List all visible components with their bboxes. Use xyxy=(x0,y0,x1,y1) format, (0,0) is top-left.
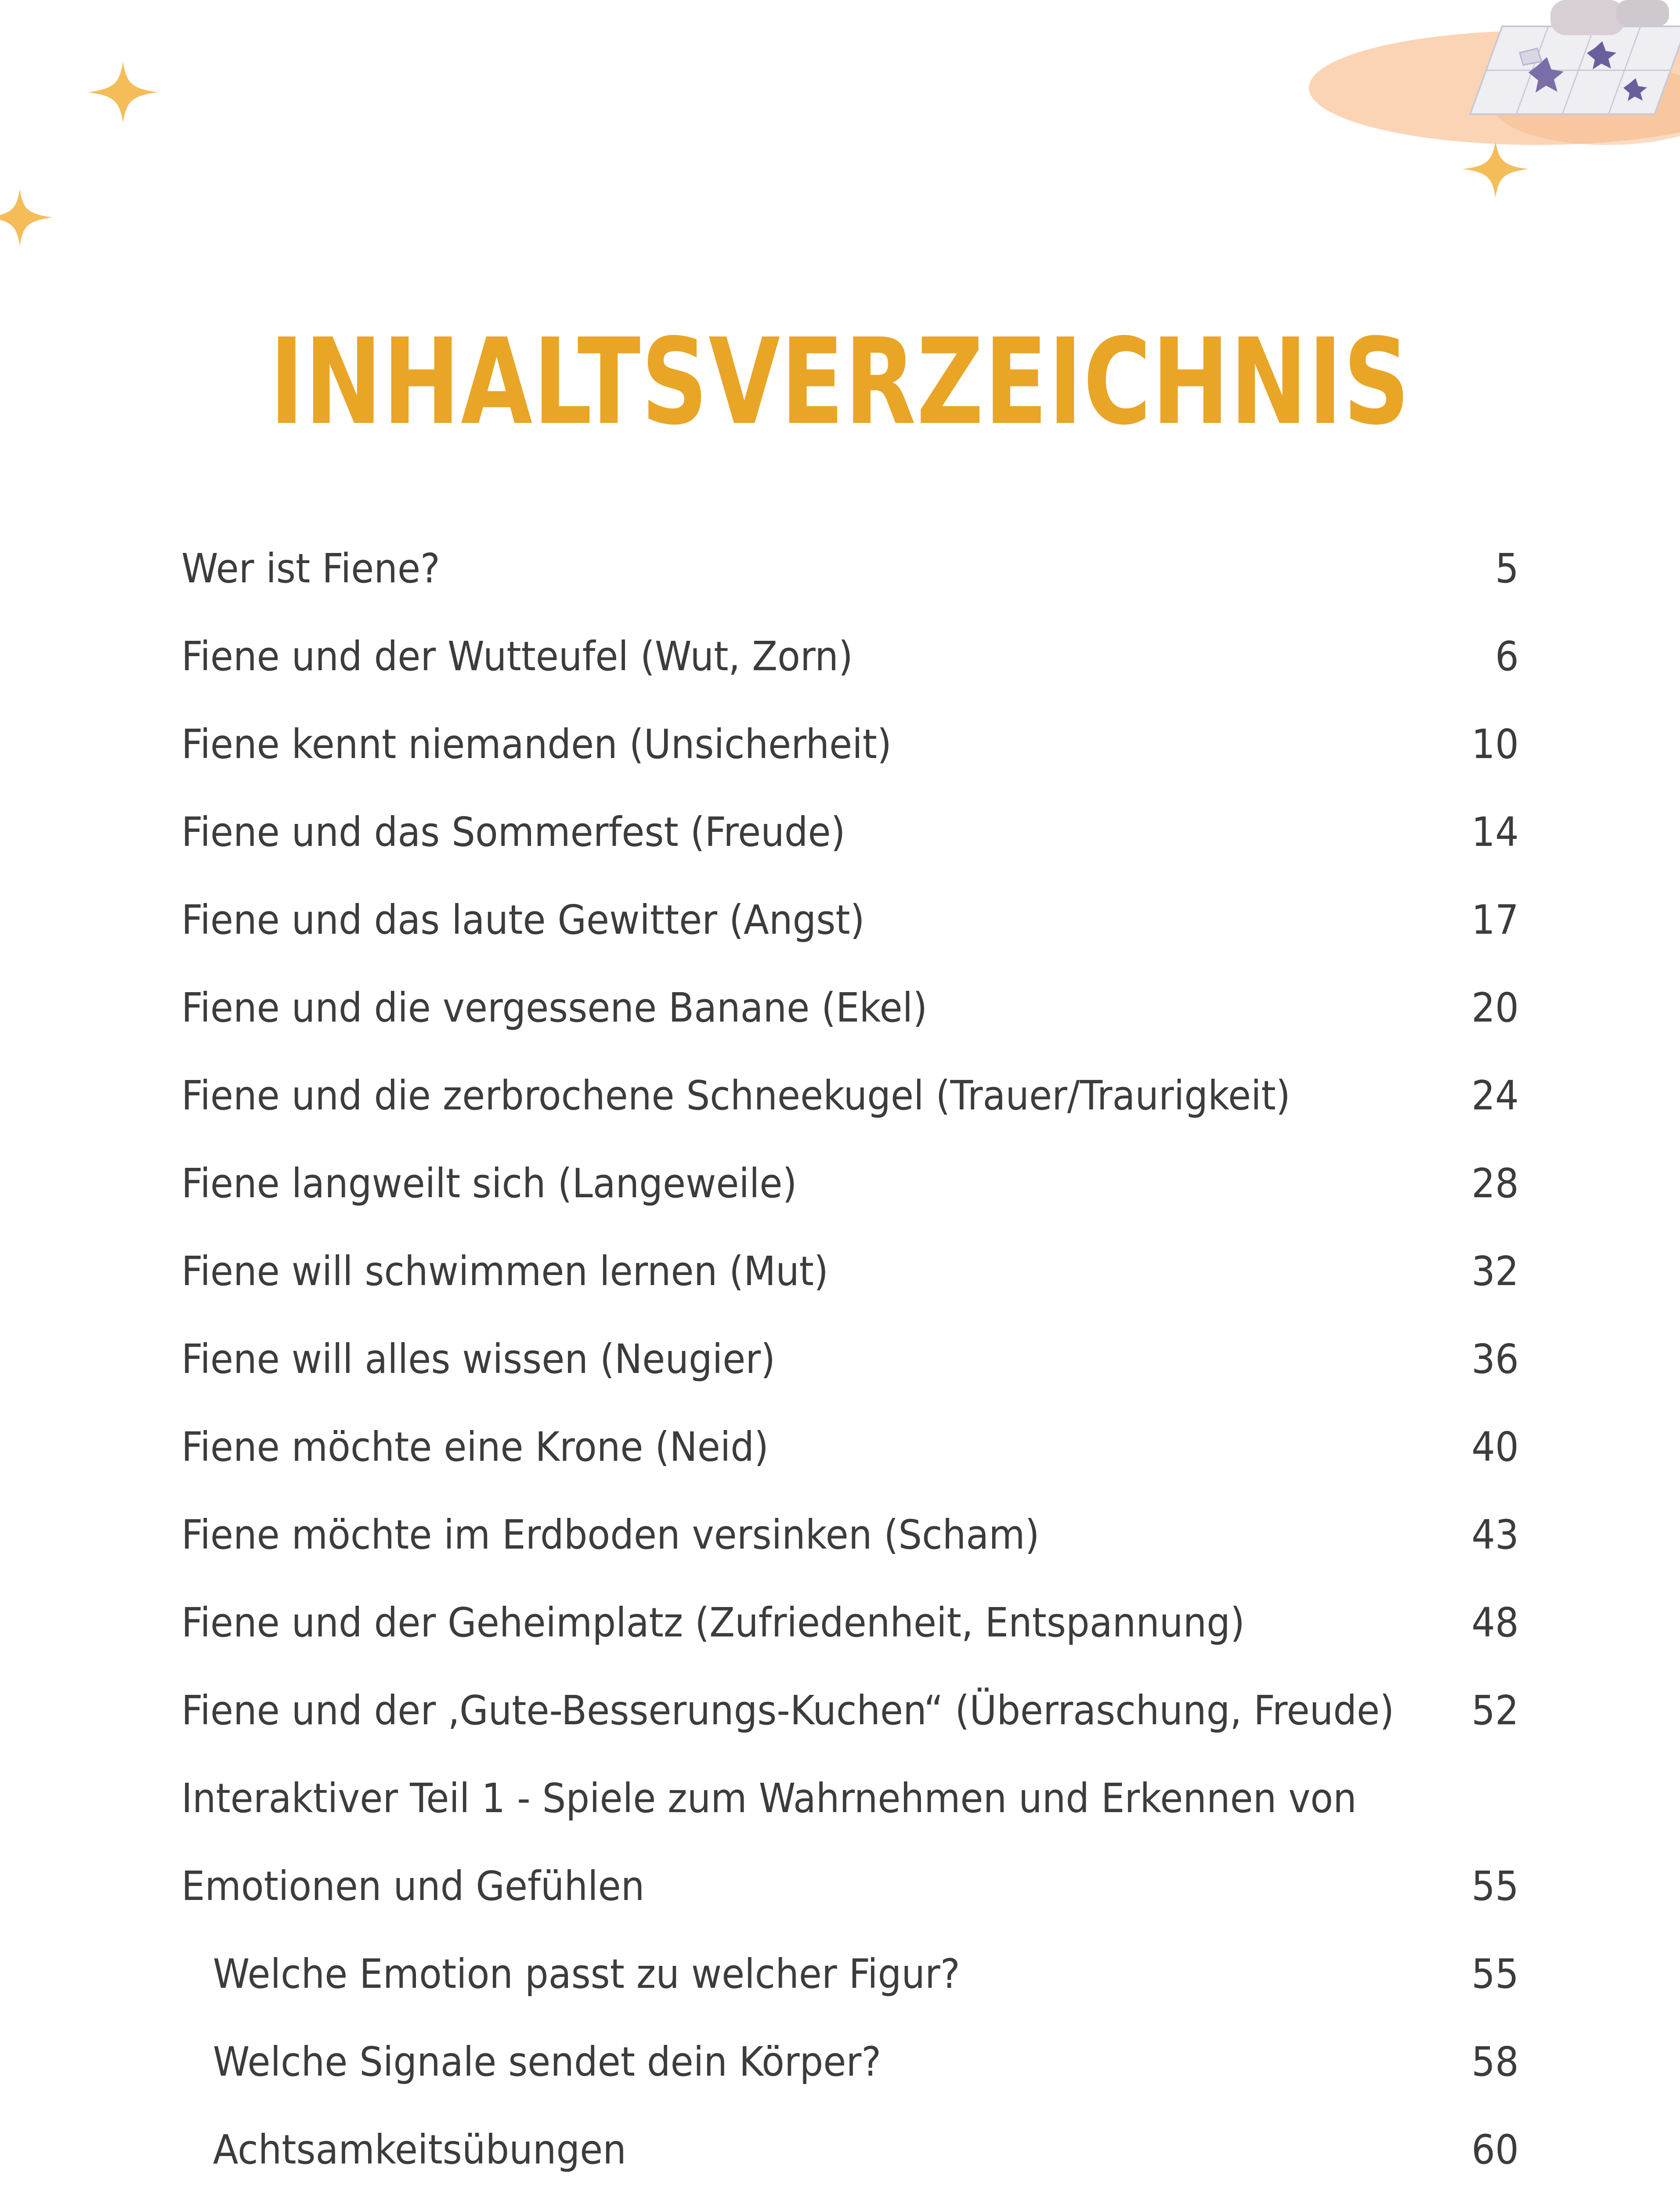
toc-entry[interactable] xyxy=(181,525,1519,613)
toc-entry[interactable] xyxy=(181,1755,1519,1842)
toc-entry-title: Interaktiver Teil 1 - Spiele zum Wahrnehmen und Erkennen von xyxy=(181,1775,1357,1822)
toc-entry-title: Fiene und der ‚Gute-Besserungs-Kuchen“ (Überraschung, Freude) xyxy=(181,1687,1395,1734)
toc-entry[interactable] xyxy=(181,701,1519,788)
toc-entry-title: Achtsamkeitsübungen xyxy=(213,2126,626,2173)
toc-entry[interactable] xyxy=(181,2018,1519,2106)
toc-entry[interactable] xyxy=(181,613,1519,701)
toc-entry-page-number: 14 xyxy=(1471,809,1519,856)
toc-entry[interactable] xyxy=(181,876,1519,964)
toc-entry-page-number: 10 xyxy=(1471,721,1519,768)
toc-entry[interactable] xyxy=(181,1579,1519,1667)
toc-entry-title: Welche Emotion passt zu welcher Figur? xyxy=(213,1950,960,1997)
page-title: INHALTSVERZEICHNIS xyxy=(269,313,1411,451)
star-icon xyxy=(0,189,53,246)
toc-entry-page-number: 60 xyxy=(1471,2126,1519,2173)
toc-entry-title: Fiene und der Geheimplatz (Zufriedenheit, Entspannung) xyxy=(181,1599,1245,1646)
toc-entry[interactable] xyxy=(181,788,1519,876)
toc-entry[interactable] xyxy=(181,1403,1519,1491)
toc-entry-title: Fiene will alles wissen (Neugier) xyxy=(181,1336,776,1383)
toc-entry-page-number: 17 xyxy=(1471,896,1519,943)
toc-entry-title: Fiene möchte eine Krone (Neid) xyxy=(181,1423,769,1470)
toc-entry-title: Fiene und das Sommerfest (Freude) xyxy=(181,809,845,856)
toc-entry-page-number: 48 xyxy=(1471,1599,1519,1646)
toc-entry-page-number: 52 xyxy=(1471,1687,1519,1734)
toc-entry[interactable] xyxy=(181,2106,1519,2194)
toc-entry[interactable] xyxy=(181,1491,1519,1579)
toc-entry-title: Fiene und die vergessene Banane (Ekel) xyxy=(181,984,928,1031)
toc-entry[interactable] xyxy=(181,964,1519,1052)
toc-entry-page-number: 20 xyxy=(1471,984,1519,1031)
toc-entry-title: Emotionen und Gefühlen xyxy=(181,1863,645,1910)
toc-entry[interactable] xyxy=(181,1842,1519,1930)
toc-entry-title: Fiene möchte im Erdboden versinken (Scham) xyxy=(181,1511,1040,1558)
toc-entry-title: Fiene und die zerbrochene Schneekugel (Trauer/Traurigkeit) xyxy=(181,1072,1290,1119)
toc-entry-page-number: 40 xyxy=(1471,1423,1519,1470)
toc-entry[interactable] xyxy=(181,1052,1519,1140)
toc-entry[interactable] xyxy=(181,1930,1519,2018)
toc-entry-page-number: 6 xyxy=(1495,633,1519,680)
star-icon xyxy=(88,61,158,123)
toc-entry-title: Welche Signale sendet dein Körper? xyxy=(213,2038,882,2085)
puzzle-illustration xyxy=(1291,0,1680,149)
toc-entry-title: Fiene langweilt sich (Langeweile) xyxy=(181,1160,797,1207)
toc-entry-title: Fiene will schwimmen lernen (Mut) xyxy=(181,1248,829,1295)
toc-entry[interactable] xyxy=(181,1140,1519,1228)
toc-entry[interactable] xyxy=(181,1667,1519,1755)
toc-entry-page-number: 28 xyxy=(1471,1160,1519,1207)
toc-entry-title: Fiene kennt niemanden (Unsicherheit) xyxy=(181,721,892,768)
toc-entry-page-number: 55 xyxy=(1471,1950,1519,1997)
toc-entry-page-number: 24 xyxy=(1471,1072,1519,1119)
toc-entry-title: Wer ist Fiene? xyxy=(181,545,440,592)
toc-entry-title: Fiene und das laute Gewitter (Angst) xyxy=(181,896,865,943)
toc-entry-title: Fiene und der Wutteufel (Wut, Zorn) xyxy=(181,633,853,680)
toc-entry[interactable] xyxy=(181,1315,1519,1403)
toc-entry-page-number: 36 xyxy=(1471,1336,1519,1383)
toc-entry-page-number: 32 xyxy=(1471,1248,1519,1295)
toc-entry-page-number: 5 xyxy=(1495,545,1519,592)
toc-entry-page-number: 55 xyxy=(1471,1863,1519,1910)
toc-entry-page-number: 43 xyxy=(1471,1511,1519,1558)
toc-entry[interactable] xyxy=(181,1228,1519,1315)
toc-entry-page-number: 58 xyxy=(1471,2038,1519,2085)
table-of-contents xyxy=(181,525,1519,2196)
